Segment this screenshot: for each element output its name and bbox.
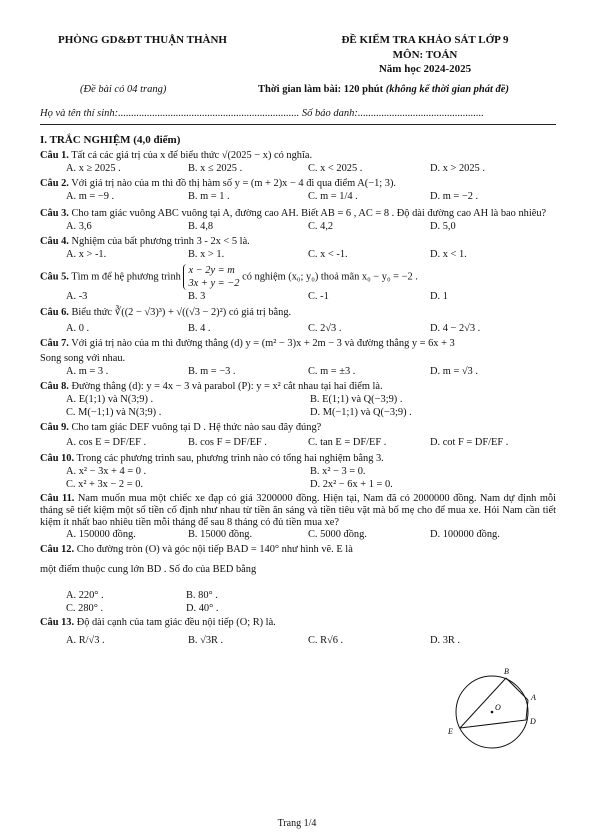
question-3 [40, 208, 556, 220]
center-point [491, 711, 494, 714]
question-label: Câu 12. [40, 544, 75, 556]
question-label: Câu 7. [40, 338, 69, 350]
option-d: D. 4 − 2√3 . [430, 323, 481, 335]
exam-title: ĐỀ KIỂM TRA KHẢO SÁT LỚP 9 [341, 34, 509, 46]
option-c: C. 2√3 . [308, 323, 342, 335]
question-label: Câu 4. [40, 236, 69, 248]
option-a: A. m = −9 . [66, 190, 115, 202]
option-b: B. m = −3 . [188, 366, 236, 378]
question-2 [40, 178, 556, 190]
option-c: C. tan E = DF/EF . [308, 436, 387, 448]
option-a: A. 150000 đồng. [66, 529, 136, 541]
options-13 [40, 635, 556, 647]
option-d: D. M(−1;1) và Q(−3;9) . [310, 406, 412, 418]
options-1 [40, 163, 556, 175]
option-a: A. E(1;1) và N(3;9) . [66, 393, 154, 405]
question-7 [40, 338, 556, 350]
options-12-row2 [40, 603, 446, 615]
option-c: C. m = ±3 . [308, 366, 356, 378]
question-text: Nghiệm của bất phương trình 3 - 2x < 5 là. [71, 236, 250, 248]
option-c: C. 5000 đồng. [308, 529, 367, 541]
page-number: Trang 1/4 [277, 818, 317, 829]
exam-title-block [300, 34, 550, 78]
option-c: C. -1 [308, 291, 329, 303]
option-d: D. 5,0 [430, 221, 456, 233]
option-b: B. 4,8 [188, 221, 214, 233]
options-7 [40, 366, 556, 378]
option-a: A. 0 . [66, 323, 90, 335]
question-text: Với giá trị nào của m thì đồ thị hàm số y = (m + 2)x − 4 đi qua điểm A(−1; 3). [71, 177, 397, 189]
option-c: C. 280° . [66, 603, 104, 615]
options-9 [40, 437, 556, 449]
option-b: B. √3R . [188, 635, 224, 647]
question-text-tail: có nghiệm (x₀; y₀) thoả mãn x₀ − y₀ = −2 . [242, 271, 418, 283]
option-c: C. x < 2025 . [308, 162, 363, 174]
question-text: Trong các phương trình sau, phương trình nào có tổng hai nghiệm bằng 3. [76, 452, 384, 464]
question-9 [40, 422, 556, 434]
equation-2: 3x + y = −2 [188, 278, 240, 290]
option-b: B. 3 [188, 291, 206, 303]
time-note: (không kể thời gian phát đề) [385, 84, 509, 95]
question-12-cont: một điểm thuộc cung lớn BD . Số đo của BED bằng [40, 564, 257, 576]
option-b: B. x > 1. [188, 249, 225, 261]
question-1 [40, 150, 556, 162]
segment-ba [506, 678, 528, 700]
option-c: C. M(−1;1) và N(3;9) . [66, 406, 162, 418]
options-10-row2 [40, 479, 556, 491]
option-d: D. 1 [430, 291, 448, 303]
question-text: Với giá trị nào của m thì đường thẳng (d) y = (m² − 3)x + 2m − 3 và đường thẳng y = 6x + 3 [71, 338, 455, 350]
equation-system [183, 264, 239, 290]
equation-1: x − 2y = m [188, 265, 235, 277]
circle-figure [440, 664, 550, 754]
label-e: E [448, 727, 453, 736]
segment-ed [460, 720, 526, 728]
label-b: B [504, 667, 509, 676]
question-label: Câu 1. [40, 149, 69, 161]
option-a: A. cos E = DF/EF . [66, 436, 147, 448]
option-d: D. m = −2 . [430, 190, 479, 202]
option-d: D. x > 2025 . [430, 162, 485, 174]
option-a: A. x ≥ 2025 . [66, 162, 121, 174]
question-6 [40, 307, 556, 319]
option-a: A. m = 3 . [66, 366, 109, 378]
subject: MÔN: TOÁN [392, 48, 458, 61]
question-8 [40, 381, 556, 393]
question-text: Biểu thức ∛((2 − √3)³) + √((√3 − 2)²) có giá trị bằng. [71, 307, 292, 319]
label-d: D [530, 717, 536, 726]
question-label: Câu 3. [40, 208, 69, 220]
question-text: Nam muốn mua một chiếc xe đạp có giá 3200000 đồng. Hiện tại, Nam đã có 2000000 đồng. Nam dự định mỗi tháng sẽ tiết kiệm một số tiền cố định như nhau từ tiền ăn sáng và tiền tiêu vặt mà bố mẹ cho để mua xe. Hỏi Nam cần tiết kiệm ít nhất bao nhiêu tiền mỗi tháng để sau 8 tháng có đủ tiền mua xe? [40, 492, 556, 528]
question-11 [40, 493, 556, 529]
option-b: B. 4 . [188, 323, 211, 335]
option-a: A. 220° . [66, 590, 104, 602]
question-label: Câu 5. [40, 271, 69, 283]
option-d: D. x < 1. [430, 249, 467, 261]
option-a: A. 3,6 [66, 221, 92, 233]
option-b: B. cos F = DF/EF . [188, 436, 267, 448]
options-5 [40, 291, 556, 303]
divider [40, 124, 556, 125]
option-d: D. 2x² − 6x + 1 = 0. [310, 478, 393, 490]
school-year: Năm học 2024-2025 [378, 63, 472, 76]
questions-content [40, 130, 556, 650]
question-text: Đường thẳng (d): y = 4x − 3 và parabol (P): y = x² cắt nhau tại hai điểm là. [71, 380, 383, 392]
options-12-row1 [40, 590, 446, 602]
question-13 [40, 617, 556, 629]
option-d: D. cot F = DF/EF . [430, 436, 509, 448]
options-8-row2 [40, 407, 556, 419]
options-2 [40, 191, 556, 203]
option-a: A. x > -1. [66, 249, 107, 261]
question-label: Câu 6. [40, 307, 69, 319]
question-text: Độ dài cạnh của tam giác đều nội tiếp (O; R) là. [76, 617, 276, 629]
option-b: B. 80° . [186, 590, 218, 602]
option-d: D. 3R . [430, 635, 461, 647]
option-a: A. x² − 3x + 4 = 0 . [66, 465, 147, 477]
options-6 [40, 323, 556, 335]
option-a: A. -3 [66, 291, 88, 303]
option-a: A. R/√3 . [66, 635, 105, 647]
question-label: Câu 13. [40, 617, 75, 629]
time-text: Thời gian làm bài: 120 phút [258, 84, 384, 95]
question-7-cont: Song song với nhau. [40, 353, 126, 365]
question-label: Câu 11. [40, 492, 75, 504]
question-text: Cho đường tròn (O) và góc nội tiếp BAD = 140° như hình vẽ. E là [76, 544, 353, 556]
option-d: D. 100000 đồng. [430, 529, 500, 541]
question-10 [40, 453, 556, 465]
question-text: Cho tam giác vuông ABC vuông tại A, đường cao AH. Biết AB = 6 , AC = 8 . Độ dài đường cao AH là bao nhiêu? [71, 208, 547, 220]
question-12 [40, 544, 440, 556]
label-a: A [531, 693, 536, 702]
question-label: Câu 9. [40, 421, 69, 433]
options-11 [40, 529, 556, 541]
options-4 [40, 249, 556, 261]
time-limit [258, 84, 509, 96]
option-d: D. m = √3 . [430, 366, 478, 378]
question-text: Tất cả các giá trị của x để biểu thức √(2025 − x) có nghĩa. [71, 149, 313, 161]
option-b: B. E(1;1) và Q(−3;9) . [310, 393, 403, 405]
question-4 [40, 236, 556, 248]
student-info-line: Họ và tên thí sinh:..................................................................... Số báo danh:................................................ [40, 108, 484, 119]
question-5 [40, 264, 556, 290]
pages-note: (Đề bài có 04 trang) [80, 84, 167, 95]
option-c: C. 4,2 [308, 221, 334, 233]
department-name: PHÒNG GD&ĐT THUẬN THÀNH [58, 34, 227, 46]
option-c: C. R√6 . [308, 635, 344, 647]
question-label: Câu 10. [40, 452, 75, 464]
options-8-row1 [40, 394, 556, 406]
option-b: B. x² − 3 = 0. [310, 465, 366, 477]
question-label: Câu 2. [40, 177, 69, 189]
option-c: C. m = 1/4 . [308, 190, 358, 202]
option-c: C. x² + 3x − 2 = 0. [66, 478, 143, 490]
label-o: O [495, 703, 501, 712]
option-b: B. x ≤ 2025 . [188, 162, 243, 174]
question-text: Cho tam giác DEF vuông tại D . Hệ thức nào sau đây đúng? [71, 421, 322, 433]
question-label: Câu 8. [40, 380, 69, 392]
section-title: I. TRẮC NGHIỆM (4,0 điểm) [40, 134, 181, 146]
options-10-row1 [40, 466, 556, 478]
option-d: D. 40° . [186, 603, 219, 615]
option-b: B. m = 1 . [188, 190, 230, 202]
question-text: Tìm m để hệ phương trình [71, 271, 181, 283]
options-3 [40, 221, 556, 233]
option-c: C. x < -1. [308, 249, 348, 261]
option-b: B. 15000 đồng. [188, 529, 253, 541]
